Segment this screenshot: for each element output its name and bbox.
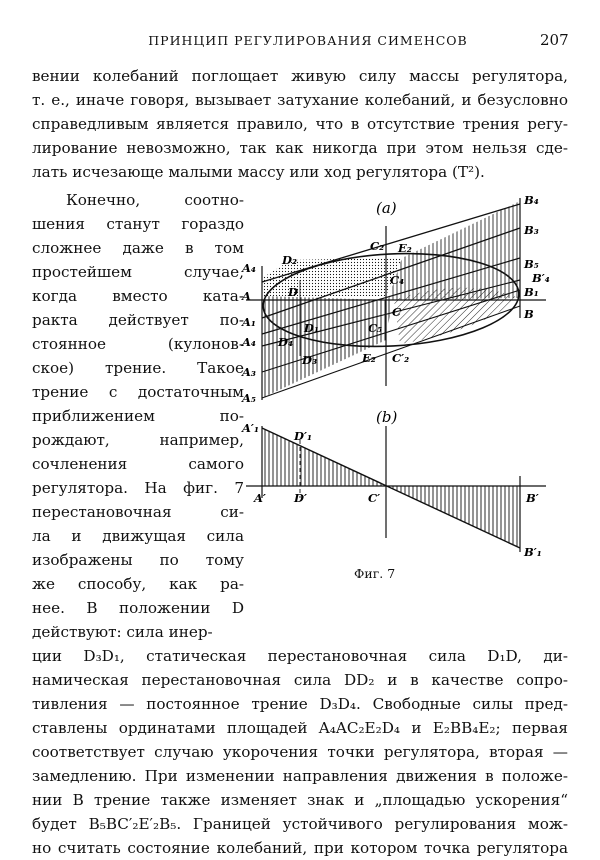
point-label: D₂ [282, 253, 298, 267]
text-line: нее. В положении D [32, 599, 244, 617]
point-label: C₂ [370, 239, 385, 253]
text-line: сочленения самого [32, 455, 244, 473]
text-line: ракта действует по- [32, 311, 244, 329]
text-line: когда вместо ката- [32, 287, 244, 305]
figure-7 [236, 186, 576, 596]
point-label: A₃ [242, 365, 256, 379]
text-line: приближением по- [32, 407, 244, 425]
point-label: B [524, 307, 534, 321]
point-label: A₄ [242, 335, 256, 349]
text-line: изображены по тому [32, 551, 244, 569]
text-line: шения станут гораздо [32, 215, 244, 233]
point-label: A′₁ [242, 421, 259, 435]
text-line: регулятора. На фиг. 7 [32, 479, 244, 497]
point-label: B′ [526, 491, 539, 505]
text-line: ставлены ординатами площадей A₄AC₂E₂D₄ и E₂BB₄E₂; первая [32, 719, 568, 737]
text-line: нии B трение также изменяет знак и „площадью ускорения“ [32, 791, 568, 809]
text-line: ции D₃D₁, статическая перестановочная сила D₁D, ди- [32, 647, 568, 665]
point-label: E₂ [398, 241, 412, 255]
text-line: ское) трение. Такое [32, 359, 244, 377]
point-label: B₄ [524, 193, 539, 207]
point-label: A₅ [242, 391, 256, 405]
text-line: соответствует случаю укорочения точки регулятора, вторая — [32, 743, 568, 761]
point-label: B′₁ [524, 545, 542, 559]
point-label: C₄ [390, 273, 405, 287]
text-line: перестановочная си- [32, 503, 244, 521]
text-line: трение с достаточным [32, 383, 244, 401]
point-label: C′₂ [392, 351, 410, 365]
text-line: лать исчезающе малыми массу или ход регулятора (T²). [32, 163, 485, 181]
point-label: D₁ [304, 321, 320, 335]
text-line: сложнее даже в том [32, 239, 244, 257]
text-line: т. е., иначе говоря, вызывает затухание колебаний, и безусловно [32, 91, 568, 109]
text-line: действуют: сила инер- [32, 623, 213, 641]
text-line: лирование невозможно, так как никогда при этом нельзя сде- [32, 139, 568, 157]
point-label: B₃ [524, 223, 539, 237]
text-line: но считать состояние колебаний, при котором точка регулятора [32, 839, 568, 857]
figure-caption: Фиг. 7 [354, 566, 396, 581]
point-label: A₁ [242, 315, 256, 329]
text-line: Конечно, соотно- [66, 191, 244, 209]
point-label: B′₄ [532, 271, 550, 285]
point-label: D′₁ [294, 429, 313, 443]
point-label: C [392, 305, 402, 319]
figure-label-a: (a) [376, 199, 397, 217]
running-header-title: ПРИНЦИП РЕГУЛИРОВАНИЯ СИМЕНСОВ [148, 33, 468, 48]
point-label: D [288, 285, 298, 299]
point-label: B₁ [524, 285, 539, 299]
text-line: рождают, например, [32, 431, 244, 449]
page-number: 207 [540, 31, 569, 49]
point-label: D₄ [278, 335, 294, 349]
text-line: тивления — постоянное трение D₃D₄. Свободные силы пред- [32, 695, 568, 713]
text-line: справедливым является правило, что в отсутствие трения регу- [32, 115, 568, 133]
point-label: A [242, 289, 251, 303]
figure-label-b: (b) [376, 408, 398, 426]
text-line: намическая перестановочная сила DD₂ и в качестве сопро- [32, 671, 568, 689]
text-line: замедлению. При изменении направления движения в положе- [32, 767, 568, 785]
point-label: C₅ [368, 321, 383, 335]
text-line: простейшем случае, [32, 263, 244, 281]
point-label: C′ [368, 491, 381, 505]
point-label: E₂ [362, 351, 376, 365]
text-line: же способу, как ра- [32, 575, 244, 593]
point-label: D₃ [302, 353, 318, 367]
text-line: стоянное (кулонов- [32, 335, 244, 353]
point-label: D′ [294, 491, 308, 505]
point-label: A′ [254, 491, 266, 505]
text-line: ла и движущая сила [32, 527, 244, 545]
point-label: A₄ [242, 261, 256, 275]
point-label: B₅ [524, 257, 539, 271]
text-line: будет B₅BC′₂E′₂B₅. Границей устойчивого регулирования мож- [32, 815, 568, 833]
text-line: вении колебаний поглощает живую силу массы регулятора, [32, 67, 568, 85]
